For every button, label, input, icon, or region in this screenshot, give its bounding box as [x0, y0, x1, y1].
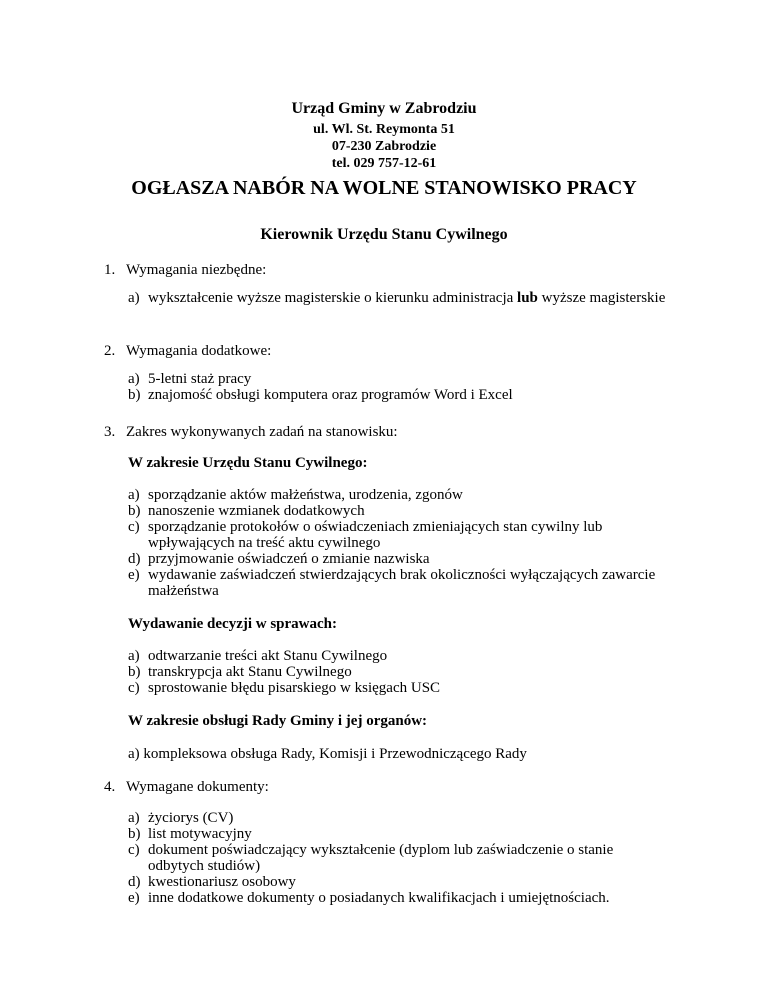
list-item — [128, 290, 668, 306]
list-item — [128, 826, 668, 842]
section-number: 1. — [104, 262, 116, 278]
list-item — [128, 519, 668, 551]
list-item — [128, 387, 668, 403]
item-label: a) — [128, 290, 140, 306]
subsection-heading-council: W zakresie obsługi Rady Gminy i jej organów: — [128, 713, 428, 729]
item-label: b) — [128, 503, 141, 519]
section-4-list — [128, 810, 668, 906]
item-label: c) — [128, 519, 140, 535]
item-text: sprostowanie błędu pisarskiego w księgach USC — [148, 680, 441, 696]
section-1-list — [128, 290, 668, 306]
item-bold-word: lub — [517, 290, 538, 306]
section-heading-text: Wymagania dodatkowe: — [126, 343, 272, 359]
section-number: 2. — [104, 343, 116, 359]
phone-number: tel. 029 757-12-61 — [331, 156, 437, 171]
section-heading-text: Zakres wykonywanych zadań na stanowisku: — [126, 424, 398, 440]
item-label: d) — [128, 551, 141, 567]
item-text: odtwarzanie treści akt Stanu Cywilnego — [148, 648, 388, 664]
item-label: e) — [128, 567, 140, 583]
list-item — [128, 680, 668, 696]
item-label: b) — [128, 664, 141, 680]
list-item — [128, 664, 668, 680]
item-text-cont: wyższe magisterskie — [537, 290, 666, 306]
item-text: kwestionariusz osobowy — [148, 874, 296, 890]
section-2-heading — [104, 343, 271, 359]
item-text: przyjmowanie oświadczeń o zmianie nazwiska — [148, 551, 430, 567]
street-address: ul. Wl. St. Reymonta 51 — [313, 122, 455, 137]
list-item — [128, 648, 668, 664]
list-item — [128, 371, 668, 387]
section-heading-text: Wymagania niezbędne: — [126, 262, 267, 278]
item-label: a) — [128, 810, 140, 826]
list-item — [128, 890, 668, 906]
item-text: transkrypcja akt Stanu Cywilnego — [148, 664, 352, 680]
item-label: c) — [128, 842, 140, 858]
section-number: 3. — [104, 424, 116, 440]
item-label: a) — [128, 371, 140, 387]
list-item — [128, 503, 668, 519]
list-item — [128, 810, 668, 826]
item-label: c) — [128, 680, 140, 696]
subsection-decisions-list — [128, 648, 668, 696]
item-text: inne dodatkowe dokumenty o posiadanych kwalifikacjach i umiejętnościach. — [148, 890, 610, 906]
section-3-heading — [104, 424, 398, 440]
item-text: list motywacyjny — [148, 826, 252, 842]
subsection-heading-usc: W zakresie Urzędu Stanu Cywilnego: — [128, 455, 368, 471]
item-label: b) — [128, 387, 141, 403]
organization-name: Urząd Gminy w Zabrodziu — [291, 100, 477, 117]
item-text: wykształcenie wyższe magisterskie o kierunku administracja — [148, 290, 518, 306]
item-label: d) — [128, 874, 141, 890]
section-1-heading — [104, 262, 266, 278]
item-label: a) — [128, 487, 140, 503]
council-item: a) kompleksowa obsługa Rady, Komisji i Przewodniczącego Rady — [128, 746, 527, 762]
section-heading-text: Wymagane dokumenty: — [126, 779, 269, 795]
list-item — [128, 567, 668, 599]
item-text: życiorys (CV) — [148, 810, 234, 826]
section-2-list — [128, 371, 668, 403]
section-4-heading — [104, 779, 269, 795]
item-text: sporządzanie aktów małżeństwa, urodzenia, zgonów — [148, 487, 463, 503]
item-text: dokument poświadczający wykształcenie (dyplom lub zaświadczenie o stanie odbytych studiów) — [148, 842, 614, 874]
item-text: sporządzanie protokołów o oświadczeniach zmieniających stan cywilny lub wpływających na treść aktu cywilnego — [148, 519, 603, 551]
item-text: nanoszenie wzmianek dodatkowych — [148, 503, 365, 519]
announcement-title: OGŁASZA NABÓR NA WOLNE STANOWISKO PRACY — [131, 177, 637, 199]
list-item — [128, 874, 668, 890]
item-text: znajomość obsługi komputera oraz programów Word i Excel — [148, 387, 513, 403]
item-label: a) — [128, 648, 140, 664]
subsection-usc-list — [128, 487, 668, 599]
document-header — [0, 100, 768, 172]
list-item — [128, 487, 668, 503]
item-label: e) — [128, 890, 140, 906]
position-title: Kierownik Urzędu Stanu Cywilnego — [260, 226, 508, 243]
item-label: b) — [128, 826, 141, 842]
item-text: 5-letni staż pracy — [148, 371, 252, 387]
list-item — [128, 842, 668, 874]
postal-address: 07-230 Zabrodzie — [331, 139, 437, 154]
section-number: 4. — [104, 779, 116, 795]
item-text: wydawanie zaświadczeń stwierdzających brak okoliczności wyłączających zawarcie małżeństwa — [148, 567, 656, 599]
subsection-heading-decisions: Wydawanie decyzji w sprawach: — [128, 616, 338, 632]
list-item — [128, 551, 668, 567]
